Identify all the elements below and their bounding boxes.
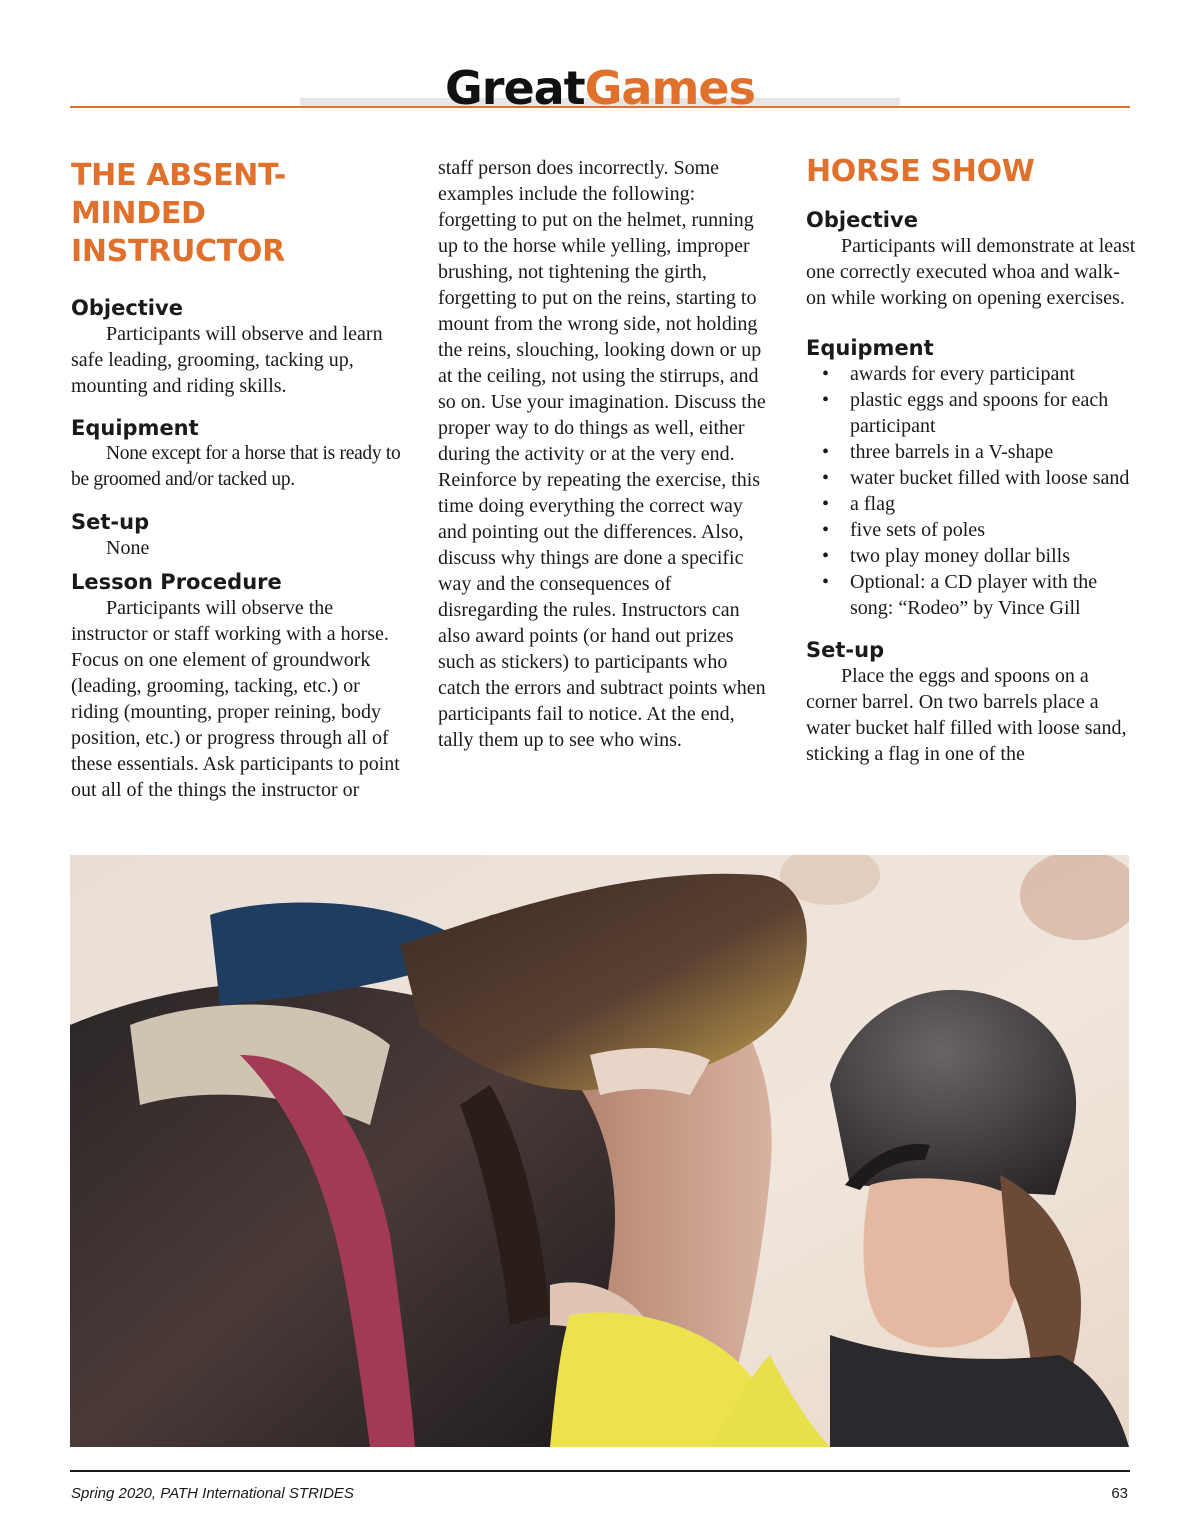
masthead	[0, 60, 1200, 116]
column-3	[806, 155, 1136, 767]
setup-heading: Set-up	[71, 510, 150, 534]
article-title-horse-show: HORSE SHOW	[806, 154, 1035, 189]
column-2	[438, 155, 768, 753]
lesson-procedure-continued: staff person does incorrectly. Some examples include the following: forgetting to put on the helmet, running up to the horse while yelling, improper brushing, not tightening the girth, forgetting to put on the reins, starting to mount from the wrong side, not holding the reins, slouching, looking down or up at the ceiling, not using the stirrups, and so on. Use your imagination. Discuss the proper way to do things as well, either during the activity or at the very end. Reinforce by repeating the exercise, this time doing everything the correct way and pointing out the differences. Also, discuss why things are done a specific way and the consequences of disregarding the rules. Instructors can also award points (or hand out prizes such as stickers) to participants who catch the errors and subtract points when participants fail to notice. At the end, tally them up to see who wins.	[438, 157, 766, 751]
equipment-heading: Equipment	[806, 336, 934, 360]
objective-heading: Objective	[806, 208, 918, 232]
list-item: • three barrels in a V-shape	[822, 441, 1054, 463]
objective-heading: Objective	[71, 296, 183, 320]
list-item: • awards for every participant	[822, 363, 1075, 385]
bullet: •	[822, 363, 830, 385]
footer-rule	[70, 1470, 1130, 1472]
bullet: •	[822, 519, 830, 541]
list-item: • water bucket filled with loose sand	[822, 467, 1130, 489]
masthead-games: Games	[584, 61, 755, 115]
setup-heading: Set-up	[806, 638, 885, 662]
list-item: • Optional: a CD player with the song: “Rodeo” by Vince Gill	[822, 571, 1098, 619]
bullet: •	[822, 493, 830, 515]
bullet: •	[822, 389, 830, 411]
setup-text: Place the eggs and spoons on a corner barrel. On two barrels place a water bucket half filled with loose sand, sticking a flag in one of the	[806, 665, 1127, 765]
setup-text: None	[106, 537, 150, 559]
photo-rider-saddling-horse	[70, 855, 1129, 1447]
footer-publication: Spring 2020, PATH International STRIDES	[71, 1485, 354, 1502]
list-item: • two play money dollar bills	[822, 545, 1070, 567]
bullet: •	[822, 545, 830, 567]
bullet: •	[822, 571, 830, 593]
bullet: •	[822, 467, 830, 489]
lesson-procedure-heading: Lesson Procedure	[71, 570, 282, 594]
column-1	[71, 155, 401, 803]
list-item: • five sets of poles	[822, 519, 985, 541]
objective-text: Participants will demonstrate at least one correctly executed whoa and walk-on while working on opening exercises.	[806, 235, 1136, 309]
photo-illustration	[70, 855, 1129, 1447]
list-item: • a flag	[822, 493, 895, 515]
list-item: • plastic eggs and spoons for each participant	[822, 389, 1109, 437]
equipment-text: None except for a horse that is ready to be groomed and/or tacked up.	[71, 443, 401, 490]
page-number: 63	[1111, 1485, 1128, 1502]
equipment-list	[806, 361, 1136, 621]
article-title-absent-minded-instructor: THE ABSENT-MINDED INSTRUCTOR	[71, 158, 287, 269]
masthead-great: Great	[445, 61, 585, 115]
bullet: •	[822, 441, 830, 463]
objective-text: Participants will observe and learn safe leading, grooming, tacking up, mounting and riding skills.	[71, 323, 383, 397]
equipment-heading: Equipment	[71, 416, 199, 440]
lesson-procedure-text: Participants will observe the instructor or staff working with a horse. Focus on one element of groundwork (leading, grooming, tacking, etc.) or riding (mounting, proper reining, body position, etc.) or progress through all of these essentials. Ask participants to point out all of the things the instructor or	[71, 597, 400, 801]
